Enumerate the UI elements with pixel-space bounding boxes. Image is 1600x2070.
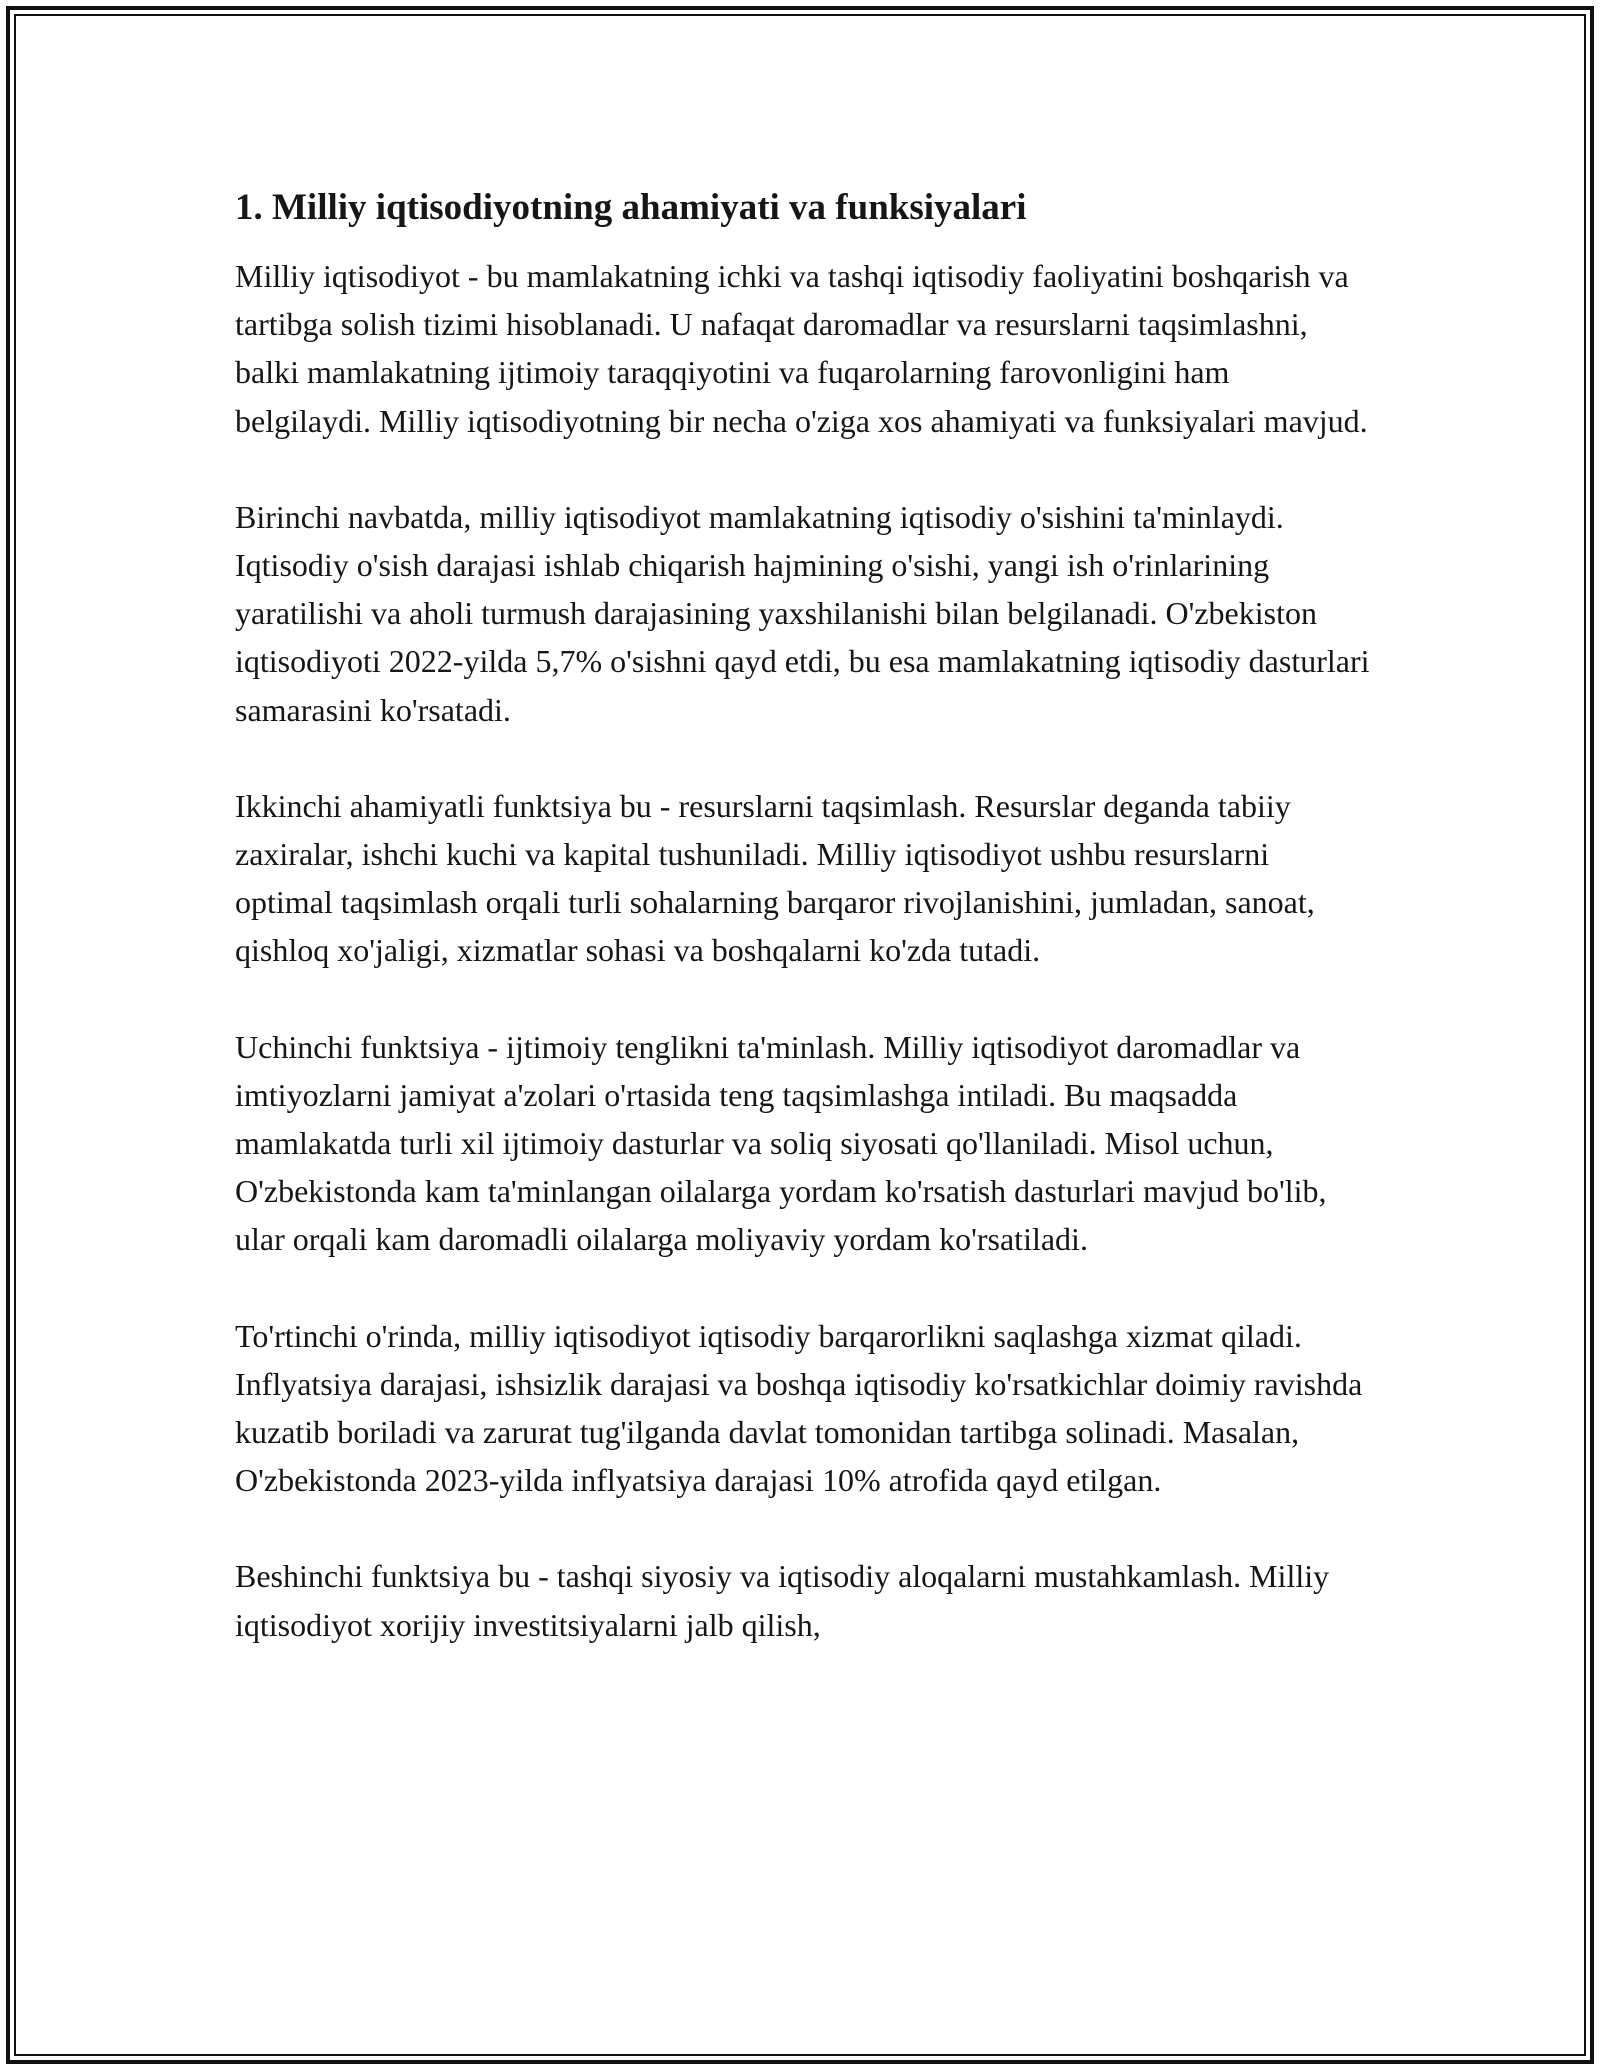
paragraph-5: To'rtinchi o'rinda, milliy iqtisodiyot iqtisodiy barqarorlikni saqlashga xizmat qiladi. Inflyatsiya darajasi, ishsizlik darajasi va boshqa iqtisodiy ko'rsatkichlar doimiy ravishda kuzatib boriladi va zarurat tug'ilganda davlat tomonidan tartibga solinadi. Masalan, O'zbekistonda 2023-yilda inflyatsiya darajasi 10% atrofida qayd etilgan. bbox=[235, 1317, 1363, 1499]
paragraph-4: Uchinchi funktsiya - ijtimoiy tenglikni ta'minlash. Milliy iqtisodiyot daromadlar va imtiyozlarni jamiyat a'zolari o'rtasida teng taqsimlashga intiladi. Bu maqsadda mamlakatda turli xil ijtimoiy dasturlar va soliq siyosati qo'llaniladi. Misol uchun, O'zbekistonda kam ta'minlangan oilalarga yordam ko'rsatish dasturlari mavjud bo'lib, ular orqali kam daromadli oilalarga moliyaviy yordam ko'rsatiladi. bbox=[235, 1028, 1327, 1258]
paragraph-2: Birinchi navbatda, milliy iqtisodiyot mamlakatning iqtisodiy o'sishini ta'minlaydi. Iqtisodiy o'sish darajasi ishlab chiqarish hajmining o'sishi, yangi ish o'rinlarining yaratilishi va aholi turmush darajasining yaxshilanishi bilan belgilanadi. O'zbekiston iqtisodiyoti 2022-yilda 5,7% o'sishni qayd etdi, bu esa mamlakatning iqtisodiy dasturlari samarasini ko'rsatadi. bbox=[235, 498, 1370, 728]
section-heading: 1. Milliy iqtisodiyotning ahamiyati va funksiyalari bbox=[235, 187, 1027, 228]
paragraph-1: Milliy iqtisodiyot - bu mamlakatning ichki va tashqi iqtisodiy faoliyatini boshqarish va tartibga solish tizimi hisoblanadi. U nafaqat daromadlar va resurslarni taqsimlashni, balki mamlakatning ijtimoiy taraqqiyotini va fuqarolarning farovonligini ham belgilaydi. Milliy iqtisodiyotning bir necha o'ziga xos ahamiyati va funksiyalari mavjud. bbox=[235, 258, 1368, 439]
paragraph-3: Ikkinchi ahamiyatli funktsiya bu - resurslarni taqsimlash. Resurslar deganda tabiiy zaxiralar, ishchi kuchi va kapital tushuniladi. Milliy iqtisodiyot ushbu resurslarni optimal taqsimlash orqali turli sohalarning barqaror rivojlanishini, jumladan, sanoat, qishloq xo'jaligi, xizmatlar sohasi va boshqalarni ko'zda tutadi. bbox=[235, 787, 1315, 969]
paragraph-6: Beshinchi funktsiya bu - tashqi siyosiy va iqtisodiy aloqalarni mustahkamlash. Milliy iqtisodiyot xorijiy investitsiyalarni jalb qilish, bbox=[235, 1558, 1330, 1643]
document-body bbox=[235, 184, 1370, 1697]
